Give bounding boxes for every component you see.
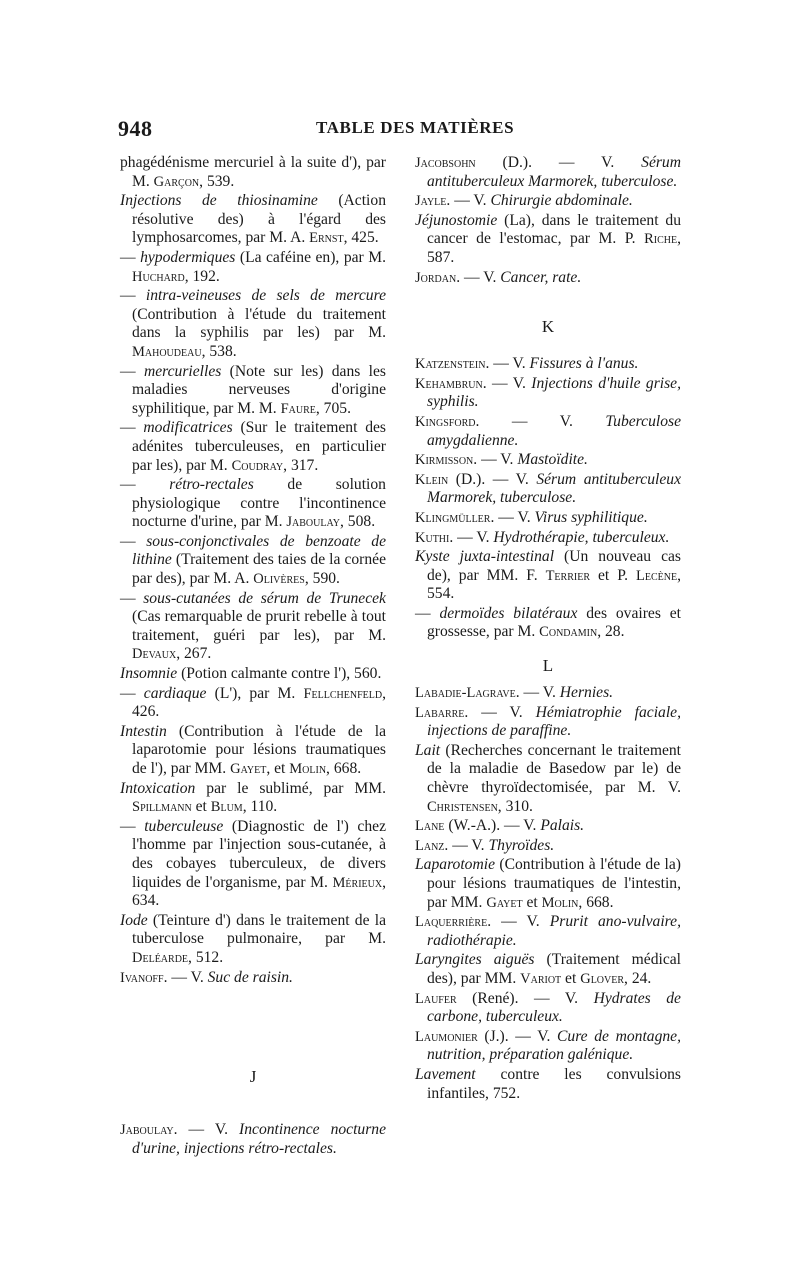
subject-term: dermoïdes bilatéraux <box>439 604 578 622</box>
entry-text: (Potion calmante contre l'), 560. <box>177 665 382 683</box>
entry-text: , 110. <box>242 798 278 816</box>
entry-text: (Note sur les) dans les maladies nerveuses d'origine syphilitique, par M. M. <box>132 362 386 417</box>
author-name: Jaboulay <box>120 1122 174 1139</box>
entry-text: , et <box>266 760 290 777</box>
entry-text: , 634. <box>132 873 386 910</box>
index-entry <box>120 665 386 684</box>
entry-text: , 668. <box>326 760 362 777</box>
author-name: Fellchenfeld <box>303 685 383 702</box>
entry-text: . — V. <box>446 192 491 210</box>
index-entry <box>120 154 386 191</box>
index-entry <box>415 704 681 741</box>
index-entry <box>120 912 386 968</box>
subject-term: Prurit ano-vulvaire, radiothérapie. <box>427 913 681 949</box>
author-name: Terrier <box>545 567 590 584</box>
entry-text: (D.). — V. <box>475 154 642 171</box>
entry-text: . — V. <box>515 684 560 702</box>
subject-term: intra-veineuses de sels de mercure <box>145 287 386 305</box>
subject-term: Kyste juxta-intestinal <box>415 548 555 566</box>
entry-text: et P. <box>590 566 637 584</box>
entry-text: de solution physiologique contre l'incontinence nocturne d'urine, par M. <box>132 476 386 531</box>
subject-term: Hydrates de carbone, tuberculeux. <box>427 989 681 1026</box>
entry-text: (Contribution à l'étude de la) pour lésions traumatiques de l'intestin, par MM. <box>427 856 681 911</box>
entry-text: (René). — V. <box>456 989 594 1007</box>
index-entry <box>415 913 681 950</box>
entry-text: , 24. <box>624 969 652 987</box>
index-entry <box>415 471 681 508</box>
entry-text: phagédénisme mercuriel à la suite d'), par M. <box>120 154 386 190</box>
author-name: Variot <box>520 970 562 987</box>
entry-text: — <box>120 684 144 702</box>
entry-text: (Cas remarquable de prurit rebelle à tout traitement, guéri par les), par M. <box>132 608 386 644</box>
right-column <box>415 154 681 1103</box>
entry-text: des ovaires et grossesse, par M. <box>427 604 681 641</box>
author-name: Jordan <box>415 269 457 286</box>
index-entry <box>120 287 386 361</box>
entry-text: (Action résolutive des) à l'égard des lymphosarcomes, par M. A. <box>132 192 386 247</box>
author-name: Katzenstein <box>415 356 486 373</box>
author-name: Blum <box>210 799 243 816</box>
entry-text: (Contribution à l'étude du traitement dans la syphilis par les) par M. <box>132 305 386 342</box>
author-name: Coudray <box>231 457 284 474</box>
author-name: Kingsford <box>415 413 476 430</box>
subject-term: Intestin <box>120 722 167 740</box>
subject-term: mercurielles <box>143 362 222 380</box>
section-j <box>120 1067 386 1158</box>
index-entry <box>415 375 681 412</box>
index-entry <box>415 451 681 470</box>
index-entry <box>415 355 681 374</box>
author-name: Jaboulay <box>286 514 340 531</box>
section-letter-j: J <box>249 1067 257 1087</box>
index-entry <box>120 818 386 911</box>
section-l <box>415 656 681 1103</box>
subject-term: Laparotomie <box>415 856 495 874</box>
author-name: Lanz <box>415 837 445 854</box>
index-entry <box>415 154 681 191</box>
author-name: Kuthi <box>415 529 450 546</box>
section-j-entries <box>120 1121 386 1158</box>
subject-term: Mastoïdite. <box>517 451 588 469</box>
entry-text: . — V. <box>490 508 535 526</box>
index-entry <box>415 856 681 912</box>
entry-text: — <box>120 287 146 305</box>
author-name: Labadie-Lagrave <box>415 685 516 702</box>
subject-term: Cancer, rate. <box>500 268 582 286</box>
index-entry <box>415 1066 681 1103</box>
author-name: Mérieux <box>332 874 383 891</box>
author-name: Jayle <box>415 193 447 210</box>
index-entry <box>120 192 386 248</box>
subject-term: Virus syphilitique. <box>534 508 648 526</box>
entry-text: — <box>415 604 440 622</box>
entry-text: , 425. <box>343 229 379 247</box>
index-entry <box>120 476 386 532</box>
section-letter-k: K <box>541 317 555 337</box>
subject-term: rétro-rectales <box>169 476 254 494</box>
subject-term: hypodermiques <box>140 248 236 266</box>
entry-text: , 192. <box>184 267 220 285</box>
index-entry <box>120 723 386 779</box>
entry-text: , 512. <box>188 948 224 966</box>
entry-text: . — V. <box>473 451 518 469</box>
author-name: Christensen <box>427 798 498 815</box>
author-name: Molin <box>289 761 327 777</box>
index-entry <box>415 413 681 450</box>
subject-term: Hernies. <box>559 684 614 702</box>
entry-text: par le sublimé, par MM. <box>195 779 386 797</box>
author-name: Spillmann <box>132 799 192 816</box>
left-column <box>120 154 386 1158</box>
entry-text: (Sur le traitement des adénites tuberculeuses, en particulier par les), par M. <box>132 419 387 474</box>
page-number: 948 <box>118 116 153 141</box>
entry-text: , 539. <box>199 172 235 190</box>
author-name: Olivères <box>253 571 305 588</box>
author-name: Gayet <box>230 761 267 777</box>
section-k <box>415 317 681 642</box>
entry-text: , 590. <box>304 570 340 588</box>
author-name: Ivanoff <box>120 969 164 986</box>
entry-text: , 267. <box>176 645 212 663</box>
entry-text: (La caféine en), par M. <box>235 248 386 266</box>
entry-text: et <box>191 798 211 816</box>
entry-text: . — V. <box>485 355 530 373</box>
author-name: Lecène <box>636 567 678 584</box>
index-entry <box>120 685 386 722</box>
entry-text: . — V. <box>487 913 550 931</box>
author-name: Jacobsohn <box>415 155 476 171</box>
author-name: Klein <box>415 471 449 488</box>
index-entry <box>415 951 681 988</box>
subject-term: Thyroïdes. <box>488 836 555 854</box>
entry-text: . — V. <box>475 412 606 430</box>
author-name: Riche <box>644 231 678 248</box>
entry-text: . — V. <box>163 968 208 986</box>
author-name: Molin <box>541 894 579 911</box>
subject-term: Injections de thiosinamine <box>120 192 318 210</box>
entry-text: . — V. <box>173 1121 240 1139</box>
entry-text: , 310. <box>497 797 533 815</box>
author-name: Labarre <box>415 704 465 721</box>
subject-term: Hydrothérapie, tuberculeux. <box>493 528 670 546</box>
right-entries <box>415 154 681 287</box>
author-name: Klingmüller <box>415 509 491 526</box>
author-name: Condamin <box>539 624 598 641</box>
index-entry <box>415 684 681 703</box>
index-entry <box>120 780 386 817</box>
subject-term: Cure de montagne, nutrition, préparation galénique. <box>427 1027 681 1064</box>
index-entry <box>120 533 386 589</box>
index-entry <box>120 249 386 286</box>
subject-term: Incontinence nocturne d'urine, injections rétro-rectales. <box>132 1121 387 1157</box>
index-entry <box>120 419 386 475</box>
subject-term: tuberculeuse <box>144 817 224 835</box>
subject-term: Palais. <box>540 817 585 835</box>
subject-term: sous-conjonctivales de benzoate de lithine <box>132 532 386 569</box>
index-entry <box>120 1121 386 1158</box>
subject-term: Tuberculose amygdalienne. <box>427 412 681 449</box>
index-entry <box>415 990 681 1027</box>
index-entry <box>120 363 386 419</box>
entry-text: , 705. <box>315 399 351 417</box>
subject-term: Fissures à l'anus. <box>529 355 639 373</box>
author-name: Lane <box>415 818 445 835</box>
subject-term: Laryngites aiguës <box>415 951 535 969</box>
running-title: TABLE DES MATIÈRES <box>316 118 515 137</box>
author-name: Faure <box>280 400 316 417</box>
section-k-entries <box>415 355 681 642</box>
index-entry <box>415 605 681 642</box>
entry-text: et <box>522 893 542 911</box>
subject-term: Sérum antituberculeux Marmorek, tuberculose. <box>427 470 682 507</box>
index-entry <box>415 509 681 528</box>
entry-text: . — V. <box>464 703 536 721</box>
entry-text: contre les convulsions infantiles, 752. <box>427 1065 681 1102</box>
subject-term: Jéjunostomie <box>415 211 498 229</box>
left-entries <box>120 154 386 987</box>
entry-text: . — V. <box>444 836 489 854</box>
entry-text: — <box>120 532 147 550</box>
subject-term: Hémiatrophie faciale, injections de paraffine. <box>427 703 681 740</box>
entry-text: (Teinture d') dans le traitement de la tuberculose pulmonaire, par M. <box>132 911 386 948</box>
index-entry <box>415 837 681 856</box>
subject-term: Injections d'huile grise, syphilis. <box>427 374 682 411</box>
subject-term: Suc de raisin. <box>207 968 293 986</box>
subject-term: Lait <box>415 741 441 759</box>
entry-text: (J.). — V. <box>477 1027 557 1045</box>
author-name: Garçon <box>153 173 200 190</box>
entry-text: (L'), par M. <box>206 684 304 702</box>
subject-term: Intoxication <box>120 779 196 797</box>
subject-term: sous-cutanées de sérum de Trunecek <box>143 589 386 607</box>
entry-text: , 426. <box>132 684 386 721</box>
author-name: Deléarde <box>132 949 189 966</box>
author-name: Ernst <box>309 230 344 247</box>
subject-term: Chirurgie abdominale. <box>490 192 633 210</box>
index-entry <box>415 817 681 836</box>
subject-term: Lavement <box>415 1065 476 1083</box>
subject-term: modificatrices <box>143 419 233 437</box>
entry-text: , 317. <box>283 456 319 474</box>
entry-text: — <box>120 248 141 266</box>
index-entry <box>415 548 681 604</box>
section-letter-l: L <box>542 656 554 676</box>
entry-text: — <box>120 362 144 380</box>
author-name: Mahoudeau <box>132 343 202 360</box>
entry-text: — <box>120 817 145 835</box>
entry-text: , 587. <box>427 230 681 266</box>
subject-term: Insomnie <box>120 665 178 683</box>
entry-text: (W.-A.). — V. <box>444 817 541 835</box>
entry-text: — <box>120 476 170 494</box>
index-entry <box>415 742 681 816</box>
entry-text: — <box>120 419 144 437</box>
author-name: Laufer <box>415 990 457 1007</box>
entry-text: (Contribution à l'étude de la laparotomie pour lésions traumatiques de l'), par MM. <box>132 722 386 777</box>
index-entry <box>415 192 681 211</box>
entry-text: , 508. <box>340 513 376 531</box>
entry-text: (La), dans le traitement du cancer de l'estomac, par M. P. <box>427 211 681 248</box>
entry-text: et <box>561 969 581 987</box>
entry-text: (Un nouveau cas de), par MM. F. <box>427 548 681 584</box>
author-name: Kehambrun <box>415 375 483 392</box>
index-entry <box>120 969 386 988</box>
index-entry <box>415 1028 681 1065</box>
entry-text: . — V. <box>456 268 501 286</box>
entry-text: (D.). — V. <box>448 470 537 488</box>
index-entry <box>120 590 386 664</box>
section-l-entries <box>415 684 681 1103</box>
entry-text: , 554. <box>427 566 682 603</box>
entry-text: (Traitement des taies de la cornée par des), par M. A. <box>132 551 386 588</box>
entry-text: . — V. <box>449 528 494 546</box>
entry-text: , 28. <box>597 623 625 641</box>
entry-text: (Traitement médical des), par MM. <box>427 951 681 987</box>
author-name: Glover <box>580 970 625 987</box>
author-name: Gayet <box>486 894 523 911</box>
entry-text: . — V. <box>482 374 532 392</box>
subject-term: Iode <box>120 911 148 929</box>
subject-term: cardiaque <box>143 684 207 702</box>
entry-text: — <box>120 589 144 607</box>
index-entry <box>415 529 681 548</box>
author-name: Laumonier <box>415 1028 478 1045</box>
entry-text: , 538. <box>201 342 237 360</box>
entry-text: , 668. <box>578 893 614 911</box>
index-entry <box>415 212 681 268</box>
entry-text: (Recherches concernant le traitement de la maladie de Basedow par le) de chèvre thyroïdectomisée, par M. V. <box>427 741 681 797</box>
index-entry <box>415 269 681 288</box>
author-name: Huchard <box>132 268 185 285</box>
author-name: Laquerrière <box>415 914 488 931</box>
subject-term: Sérum antituberculeux Marmorek, tuberculose. <box>427 154 681 190</box>
entry-text: (Diagnostic de l') chez l'homme par l'injection sous-cutanée, à des cobayes tuberculeux, de divers liquides de l'organisme, par M. <box>132 817 386 891</box>
author-name: Devaux <box>132 646 177 663</box>
author-name: Kirmisson <box>415 452 474 469</box>
